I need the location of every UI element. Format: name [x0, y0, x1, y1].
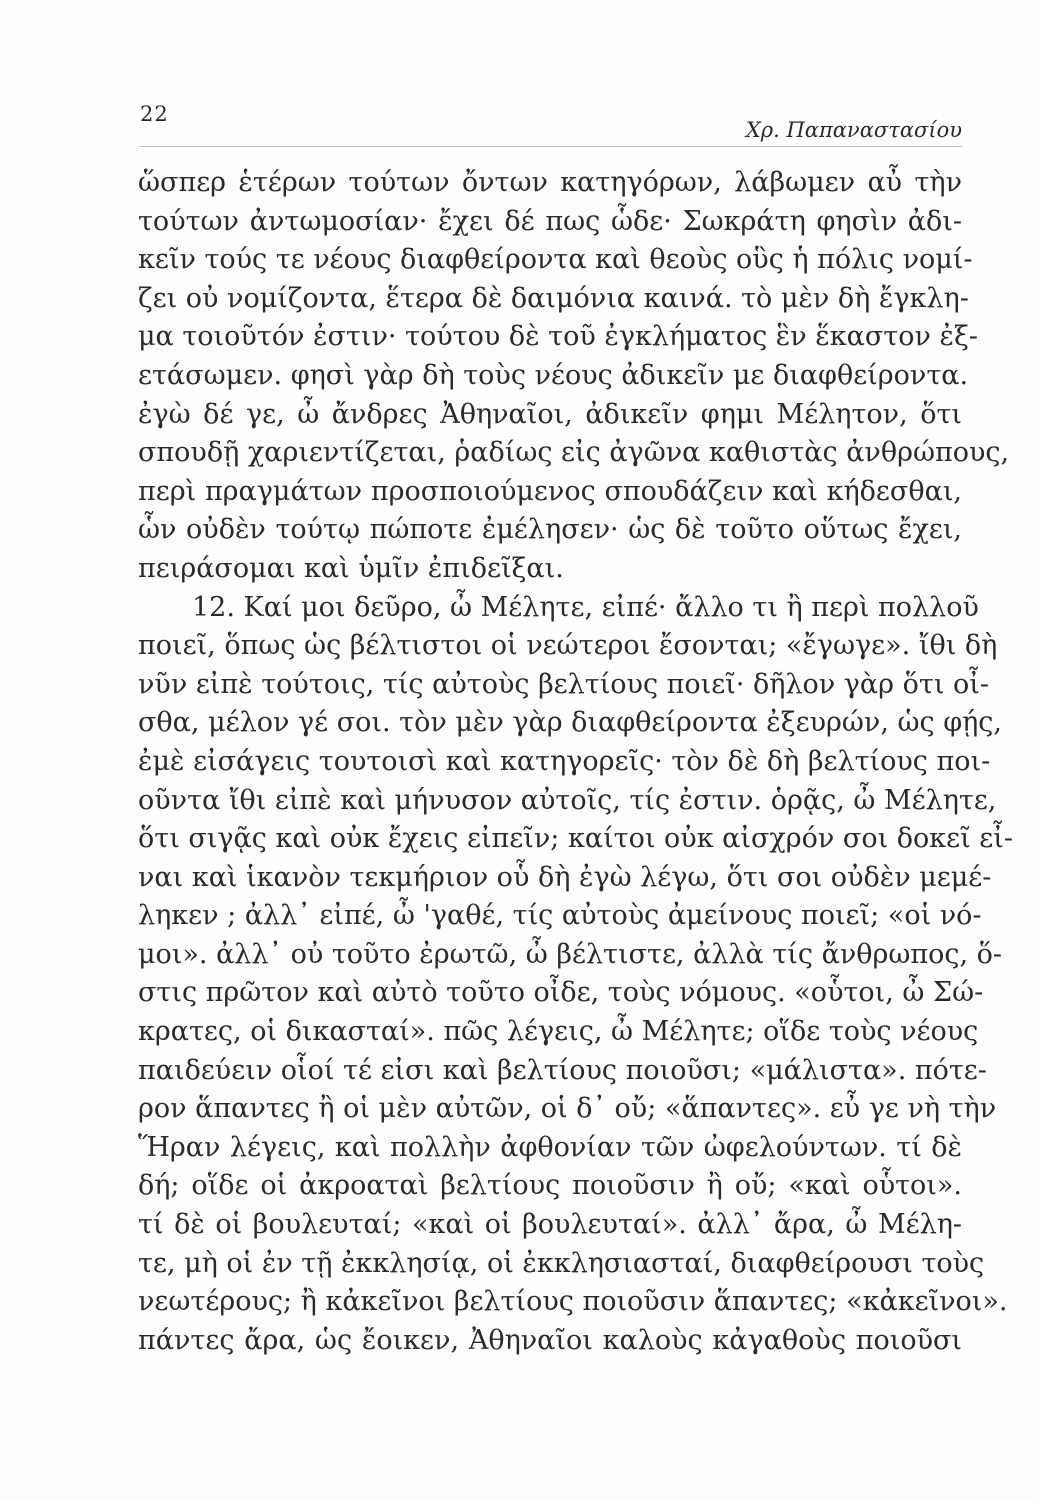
text-line: ναι καὶ ἱκανὸν τεκμήριον οὗ δὴ ἐγὼ λέγω, ὅτι σοι οὐδὲν μεμέ- [138, 861, 992, 893]
text-line: μα τοιοῦτόν ἐστιν· τούτου δὲ τοῦ ἐγκλήματος ἓν ἕκαστον ἐξ- [138, 321, 978, 353]
text-line: πάντες ἄρα, ὡς ἔοικεν, Ἀθηναῖοι καλοὺς κἀγαθοὺς ποιοῦσι [138, 1324, 962, 1356]
body-text [138, 164, 1013, 1360]
text-line: ὥσπερ ἑτέρων τούτων ὄντων κατηγόρων, λάβωμεν αὖ τὴν [138, 167, 962, 198]
text-line: ετάσωμεν. φησὶ γὰρ δὴ τοὺς νέους ἀδικεῖν με διαφθείροντα. [138, 359, 969, 391]
text-line: ληκεν ; ἀλλ᾽ εἰπέ, ὦ 'γαθέ, τίς αὐτοὺς ἀμείνους ποιεῖ; «οἱ νό- [138, 900, 982, 932]
text-line: δή; οἵδε οἱ ἀκροαταὶ βελτίους ποιοῦσιν ἢ οὔ; «καὶ οὗτοι». [138, 1170, 962, 1202]
text-line: τε, μὴ οἱ ἐν τῇ ἐκκλησίᾳ, οἱ ἐκκλησιασταί, διαφθείρουσι τοὺς [138, 1247, 985, 1279]
section-12-first-line: 12. Καί μοι δεῦρο, ὦ Μέλητε, εἰπέ· ἄλλο τι ἢ περὶ πολλοῦ [192, 591, 979, 623]
running-head: Χρ. Παπαναστασίου [745, 118, 962, 142]
text-line: κεῖν τούς τε νέους διαφθείροντα καὶ θεοὺς οὓς ἡ πόλις νομί- [138, 244, 973, 276]
text-line: Ἥραν λέγεις, καὶ πολλὴν ἀφθονίαν τῶν ὠφελούντων. τί δὲ [138, 1131, 962, 1163]
page-number: 22 [140, 102, 169, 126]
text-line: στις πρῶτον καὶ αὐτὸ τοῦτο οἶδε, τοὺς νόμους. «οὗτοι, ὦ Σώ- [138, 977, 984, 1009]
header-rule [140, 146, 962, 147]
text-line: κρατες, οἱ δικασταί». πῶς λέγεις, ὦ Μέλητε; οἵδε τοὺς νέους [138, 1016, 979, 1048]
text-line: περὶ πραγμάτων προσποιούμενος σπουδάζειν καὶ κήδεσθαι, [138, 475, 962, 507]
text-line: νεωτέρους; ἢ κἀκεῖνοι βελτίους ποιοῦσιν ἅπαντες; «κἀκεῖνοι». [138, 1286, 1008, 1318]
text-line: ποιεῖ, ὅπως ὡς βέλτιστοι οἱ νεώτεροι ἔσονται; «ἔγωγε». ἴθι δὴ [138, 630, 998, 662]
text-line: οῦντα ἴθι εἰπὲ καὶ μήνυσον αὐτοῖς, τίς ἐστιν. ὁρᾷς, ὦ Μέλητε, [138, 784, 997, 816]
text-line: ζει οὐ νομίζοντα, ἕτερα δὲ δαιμόνια καινά. τὸ μὲν δὴ ἔγκλη- [138, 282, 969, 314]
text-line: τούτων ἀντωμοσίαν· ἔχει δέ πως ὧδε· Σωκράτη φησὶν ἀδι- [138, 205, 962, 237]
text-line: ἐμὲ εἰσάγεις τουτοισὶ καὶ κατηγορεῖς· τὸν δὲ δὴ βελτίους ποι- [138, 745, 991, 777]
text-line: νῦν εἰπὲ τούτοις, τίς αὐτοὺς βελτίους ποιεῖ· δῆλον γὰρ ὅτι οἶ- [138, 668, 989, 700]
text-line: ὧν οὐδὲν τούτῳ πώποτε ἐμέλησεν· ὡς δὲ τοῦτο οὕτως ἔχει, [138, 514, 962, 546]
text-line: παιδεύειν οἷοί τέ εἰσι καὶ βελτίους ποιοῦσι; «μάλιστα». πότε- [138, 1054, 987, 1086]
text-line: σπουδῇ χαριεντίζεται, ῥαδίως εἰς ἀγῶνα καθιστὰς ἀνθρώπους, [138, 437, 1010, 469]
text-line: ρον ἅπαντες ἢ οἱ μὲν αὐτῶν, οἱ δ᾽ οὔ; «ἅπαντες». εὖ γε νὴ τὴν [138, 1093, 997, 1125]
text-line: ὅτι σιγᾷς καὶ οὐκ ἔχεις εἰπεῖν; καίτοι οὐκ αἰσχρόν σοι δοκεῖ εἶ- [138, 823, 1013, 855]
text-line: σθα, μέλον γέ σοι. τὸν μὲν γὰρ διαφθείροντα ἐξευρών, ὡς φῄς, [138, 707, 1003, 739]
text-line: ἐγὼ δέ γε, ὦ ἄνδρες Ἀθηναῖοι, ἀδικεῖν φημι Μέλητον, ὅτι [138, 398, 962, 430]
text-line: τί δὲ οἱ βουλευταί; «καὶ οἱ βουλευταί». ἀλλ᾽ ἄρα, ὦ Μέλη- [138, 1209, 962, 1241]
paragraph-end-line: πειράσομαι καὶ ὑμῖν ἐπιδεῖξαι. [138, 552, 564, 584]
page-header [140, 102, 962, 150]
text-line: μοι». ἀλλ᾽ οὐ τοῦτο ἐρωτῶ, ὦ βέλτιστε, ἀλλὰ τίς ἄνθρωπος, ὅ- [138, 938, 1003, 970]
